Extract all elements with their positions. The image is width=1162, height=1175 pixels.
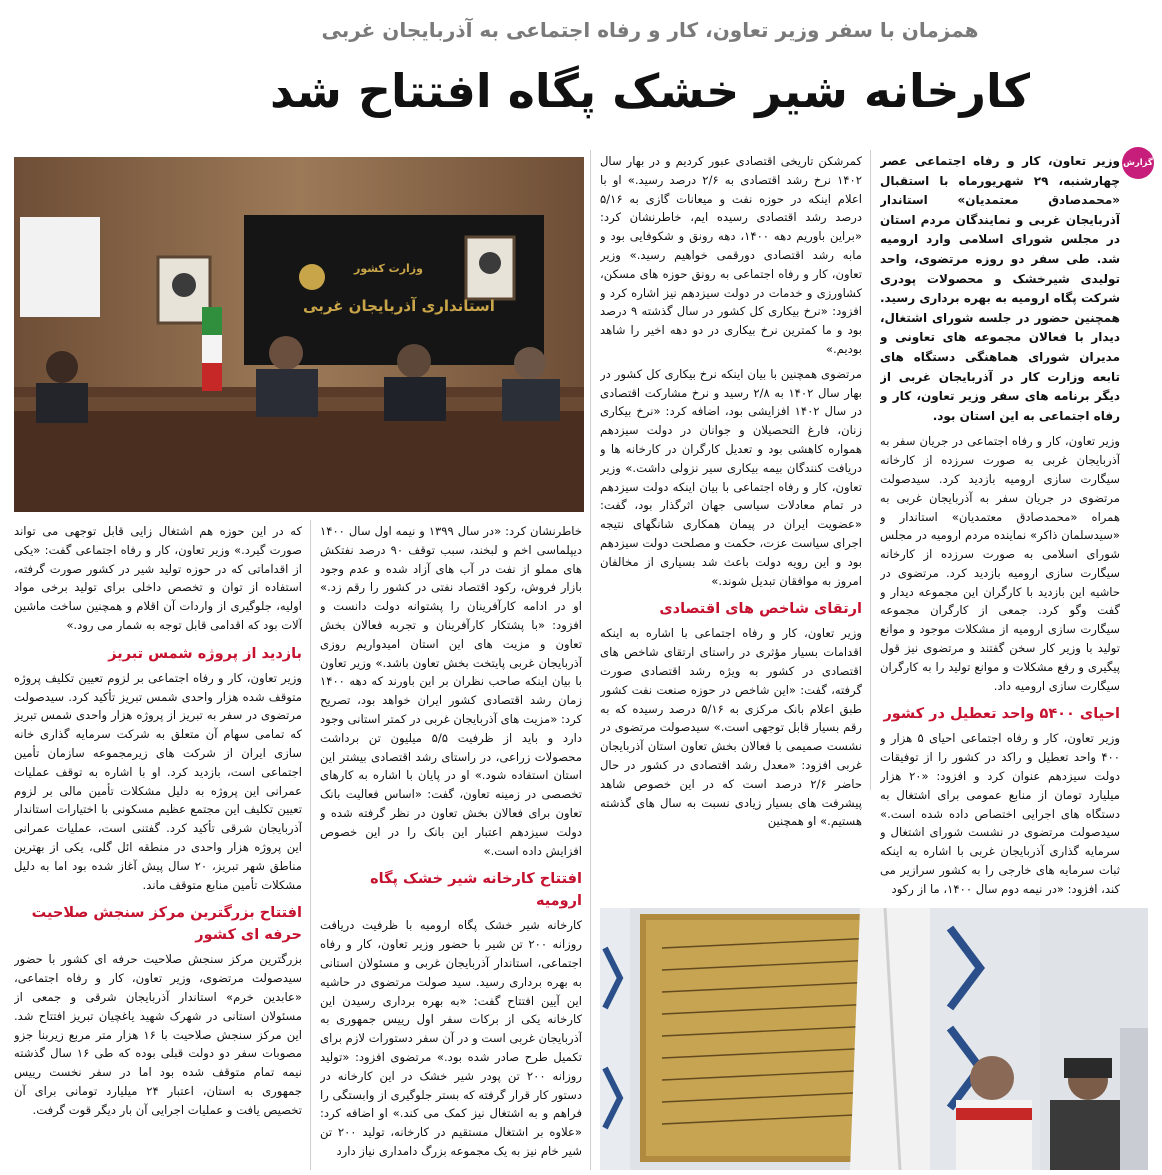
body-paragraph: وزیر تعاون، کار و رفاه اجتماعی بر لزوم تعیین تکلیف پروژه متوقف شده هزار واحدی شمس تبریز تأکید کرد. سیدصولت مرتضوی در سفر به تبریز از پروژه هزار واحدی شمس تبریز که تمامی سهام آن متعلق به شرکت سرمایه گذاری خانه سازی ایران از شرکت های زیرمجموعه سازمان تأمین اجتماعی است، بازدید کرد. او با اشاره به توقف عملیات عمرانی این پروژه به دلیل مشکلات تأمین مالی بر لزوم تعیین تکلیف این مجتمع عظیم مسکونی با اختیارات استاندار آذربایجان شرقی تأکید کرد. گفتنی است، عملیات عمرانی این پروژه هزار واحدی در منطقه ائل گلی، یکی از بهترین مناطق شهر تبریز، ۲۰ سال پیش آغاز شده بود اما به دلیل مشکلات تأمین منابع متوقف ماند. bbox=[14, 670, 302, 892]
body-paragraph: مرتضوی همچنین با بیان اینکه نرخ بیکاری کل کشور در بهار سال ۱۴۰۲ به ۲/۸ رسید و نرخ مشارکت اقتصادی در سال ۱۴۰۲ افزایشی بود، اضافه کرد: «نرخ بیکاری زنان، فارغ التحصیلان و جوانان در دولت سیزدهم همواره کاهشی بود و تعدیل کارگران در کارخانه ها و دریافت کنندگان بیمه بیکاری سیر نزولی داشت.» وزیر تعاون، کار و رفاه اجتماعی با بیان اینکه دولت سیزدهم در تمام معادلات سیاسی جهان اثرگذار بود، گفت: «عضویت ایران در پیمان همکاری شانگهای نتیجه اجرای سیاست عزت، حکمت و مصلحت دولت سیزدهم بود و این رویه دولت باعث شد بسیاری از مخالفان امروز به موافقان تبدیل شوند.» bbox=[600, 366, 862, 588]
subheading: احیای ۵۴۰۰ واحد تعطیل در کشور bbox=[883, 706, 1120, 723]
section-badge: گزارش bbox=[1122, 147, 1154, 179]
column-3 bbox=[320, 522, 582, 1172]
subheading: افتتاح کارخانه شیر خشک پگاه ارومیه bbox=[370, 871, 582, 910]
column-4 bbox=[14, 522, 302, 1172]
column-2 bbox=[600, 152, 862, 897]
plaque-subtitle: استانداری آذربایجان غربی bbox=[303, 297, 495, 315]
body-paragraph: بزرگترین مرکز سنجش صلاحیت حرفه ای کشور با حضور سیدصولت مرتضوی، وزیر تعاون، کار و رفاه اجتماعی، «عابدین خرم» استاندار آذربایجان شرقی و جمعی از مسئولان استانی در شهرک شهید یاغچیان تبریز افتتاح شد. این مرکز سنجش صلاحیت با ۱۶ هزار متر مربع زیربنا جزو مصوبات سفر دو دولت قبلی بوده که طی ۱۶ سال گذشته نیمه تمام متوقف شده بود اما در سفر نخست رییس جمهوری به استان، اعتبار ۲۴ میلیارد تومانی برای آن تخصیص یافت و عملیات اجرایی آن بار دیگر قوت گرفت. bbox=[14, 952, 302, 1117]
body-paragraph: وزیر تعاون، کار و رفاه اجتماعی با اشاره به اینکه اقدامات بسیار مؤثری در راستای ارتقای شاخص های اقتصادی در کشور به ویژه رشد اقتصادی صورت گرفته، گفت: «این شاخص در حوزه صنعت نفت کشور طبق اعلام بانک مرکزی به ۵/۱۶ درصد رسیده که به رقم بسیار قابل توجهی است.» سیدصولت مرتضوی در نشست صمیمی با فعالان بخش تعاون استان آذربایجان غربی افزود: «معدل رشد اقتصادی در کشور در حال حاضر ۲/۶ درصد است که در این خصوص شاهد پیشرفت های بسیار زیادی نسبت به سال های گذشته هستیم.» او همچنین bbox=[600, 626, 862, 829]
body-paragraph: وزیر تعاون، کار و رفاه اجتماعی در جریان سفر به آذربایجان غربی به صورت سرزده از کارخانه سیگارت سازی ارومیه بازدید کرد. سیدصولت مرتضوی در جریان سفر به آذربایجان غربی به همراه «محمدصادق معتمدیان» استاندار و «سیدسلمان ذاکر» نماینده مردم ارومیه در مجلس شورای اسلامی به صورت سرزده از کارخانه سیگارت سازی ارومیه بازدید کرد. مرتضوی در حاشیه این بازدید با کارگران این مجموعه دیدار و گفت وگو کرد. جمعی از کارگران مجموعه سیگارت سازی ارومیه از مشکلات موجود و موانع تولید با وزیر کار سخن گفتند و مرتضوی نیز قول پیگیری و رفع مشکلات و موانع تولید را به کارگران سیگارت سازی ارومیه داد. bbox=[880, 434, 1120, 693]
body-paragraph: کارخانه شیر خشک پگاه ارومیه با ظرفیت دریافت روزانه ۲۰۰ تن شیر با حضور وزیر تعاون، کار و رفاه اجتماعی، استاندار آذربایجان غربی و مسئولان استانی به بهره برداری رسید. سید صولت مرتضوی در حاشیه این آیین افتتاح گفت: «به بهره برداری رسیدن این کارخانه یکی از برکات سفر اول رییس جمهوری به آذربایجان غربی است و در آن سفر دستورات لازم برای تکمیل طرح صادر شده بود.» مرتضوی افزود: «تولید روزانه ۲۰۰ تن پودر شیر خشک در این کارخانه در دستور کار قرار گرفته که بستر جلوگیری از وابستگی را فراهم و به اشتغال نیز کمک می کند.» او اضافه کرد: «علاوه بر اشتغال مستقیم در کارخانه، تولید ۲۰۰ تن شیر خام نیز به یک مجموعه بزرگ دامداری نیاز دارد bbox=[320, 918, 582, 1158]
plaque-title: وزارت کشور bbox=[354, 262, 423, 275]
body-paragraph: خاطرنشان کرد: «در سال ۱۳۹۹ و نیمه اول سال ۱۴۰۰ دیپلماسی اخم و لبخند، سبب توقف ۹۰ درصد نفتکش های مملو از نفت در آب های آزاد شده و عدم وجود بازار فروش، رکود اقتصاد نفتی در کشور را رقم زد.» او در ادامه کارآفرینان را پشتوانه دولت دانست و افزود: «با پشتکار کارآفرینان و تجربه فعالان بخش تعاون و مزیت های این استان امیدواریم روزی آذربایجان غربی پایتخت بخش تعاون باشد.» وزیر تعاون با بیان اینکه صاحب نظران بر این باورند که دهه ۱۴۰۰ زمان رشد اقتصادی کشور ایران خواهد بود، تصریح کرد: «مزیت های آذربایجان غربی در کمتر استانی وجود دارد و باید از ظرفیت ۵/۵ میلیون تن برداشت محصولات زراعی، در راستای رشد اقتصادی بیشتر این استان استفاده شود.» او در پایان با اشاره به کارهای تخصصی در زمینه تعاون، گفت: «اساس فعالیت بانک تعاون برای فعالان بخش تعاون در نظر گرفته شده و دولت سیزدهم اعتبار این بانک را در این خصوص افزایش داده است.» bbox=[320, 524, 582, 858]
body-paragraph: وزیر تعاون، کار و رفاه اجتماعی احیای ۵ هزار و ۴۰۰ واحد تعطیل و راکد در کشور را از توفیقات دولت سیزدهم عنوان کرد و افزود: «۲۰ هزار میلیارد تومان از منابع عمومی برای اشتغال به دستگاه های اجرایی اختصاص داده شده است.» سیدصولت مرتضوی در نشست شورای اشتغال و سرمایه گذاری آذربایجان غربی با اشاره به اینکه ثبات سرمایه های خارجی را به کشور سرازیر می کند، افزود: «در نیمه دوم سال ۱۴۰۰، ما از رکود bbox=[880, 731, 1120, 896]
subheading: بازدید از پروژه شمس تبریز bbox=[108, 645, 302, 662]
meeting-photo bbox=[14, 157, 584, 512]
body-paragraph: که در این حوزه هم اشتغال زایی قابل توجهی می تواند صورت گیرد.» وزیر تعاون، کار و رفاه اجتماعی گفت: «یکی از اقداماتی که در حوزه تولید شیر در کشور صورت گرفته، استفاده از توان و تخصص داخلی برای تولید برخی مواد اولیه، جلوگیری از واردات آن اقلام و همچنین ساخت ماشین آلات بود که اقدامی قابل توجه به شمار می رود.» bbox=[14, 524, 302, 632]
article-headline: کارخانه شیر خشک پگاه افتتاح شد bbox=[270, 64, 1030, 118]
article-kicker: همزمان با سفر وزیر تعاون، کار و رفاه اجتماعی به آذربایجان غربی bbox=[321, 18, 979, 42]
subheading: ارتقای شاخص های اقتصادی bbox=[659, 601, 862, 618]
subheading: افتتاح بزرگترین مرکز سنجش صلاحیت حرفه ای کشور bbox=[31, 905, 302, 944]
body-paragraph: کمرشکن تاریخی اقتصادی عبور کردیم و در بهار سال ۱۴۰۲ نرخ رشد اقتصادی به ۲/۶ درصد رسید.» او با اعلام اینکه در حوزه نفت و میعانات گازی به ۵/۱۶ درصد رشد اقتصادی رسیده ایم، خاطرنشان کرد: «براین باوریم دهه ۱۴۰۰، دهه رونق و شکوفایی بود و مابه رشد اقتصادی دورقمی خواهیم رسید.» وزیر تعاون، کار و رفاه اجتماعی به رونق حوزه های مسکن، کشاورزی و خدمات در دولت سیزدهم نیز اشاره کرد و افزود: «نرخ بیکاری کل کشور در سال گذشته ۹ درصد بود و ما کمترین نرخ بیکاری در دو دهه اخیر را شاهد بودیم.» bbox=[600, 154, 862, 356]
inauguration-photo bbox=[600, 908, 1148, 1170]
lead-paragraph: وزیر تعاون، کار و رفاه اجتماعی عصر چهارشنبه، ۲۹ شهریورماه با استقبال «محمدصادق معتمدیان» استاندار آذربایجان غربی و نمایندگان مردم استان در مجلس شورای اسلامی وارد ارومیه شد. طی سفر دو روزه مرتضوی، واحد تولیدی شیرخشک و محصولات پودری شرکت پگاه ارومیه به بهره برداری رسید. همچنین حضور در جلسه شورای اشتغال، دیدار با فعالان مجموعه های تعاونی و مدیران شورای هماهنگی دستگاه های تابعه وزارت کار در آذربایجان غربی از دیگر برنامه های سفر وزیر تعاون، کار و رفاه اجتماعی به این استان بود. bbox=[880, 154, 1120, 423]
